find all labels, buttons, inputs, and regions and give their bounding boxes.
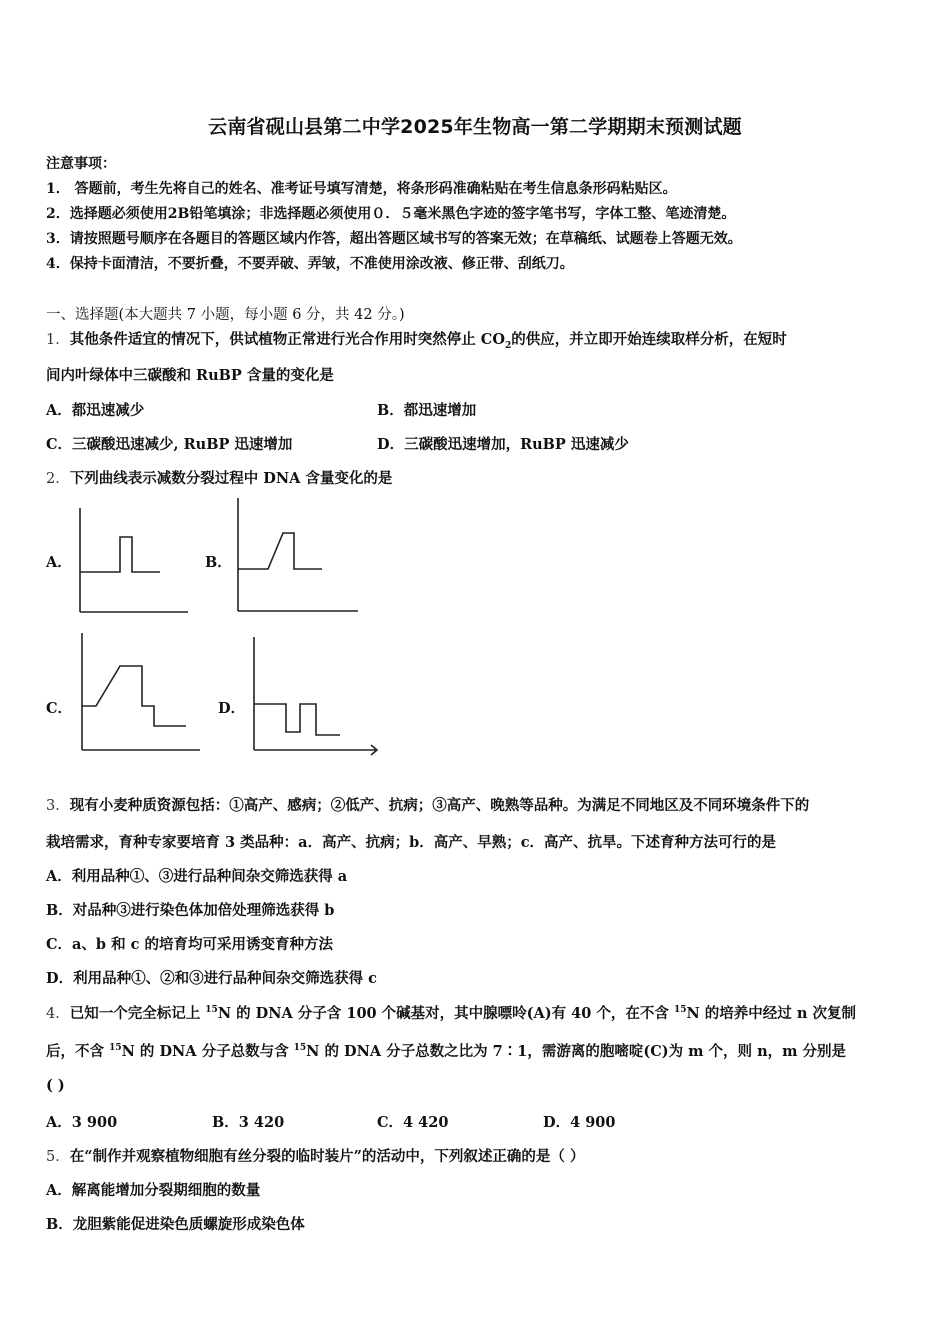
graph-d[interactable] (244, 632, 386, 754)
superscript: 15 (205, 1005, 218, 1016)
option-d[interactable]: D．三碳酸迅速增加，RuBP 迅速减少 (377, 436, 629, 453)
question-text: 后，不含 (46, 1043, 110, 1060)
question-text: 下列曲线表示减数分裂过程中 DNA 含量变化的是 (69, 470, 393, 487)
option-c[interactable]: C．4 420 (377, 1114, 449, 1131)
question-number: 5． (46, 1149, 70, 1165)
question-number: 1． (46, 332, 70, 348)
dna-curve (254, 704, 340, 735)
option-b[interactable]: B．都迅速增加 (377, 402, 477, 419)
question-4-line2 (46, 1040, 846, 1061)
question-text: 在“制作并观察植物细胞有丝分裂的临时装片”的活动中，下列叙述正确的是（ ） (69, 1148, 585, 1165)
question-3 (46, 794, 809, 815)
option-c[interactable]: C．a、b 和 c 的培育均可采用诱变育种方法 (46, 936, 334, 953)
question-text: 现有小麦种质资源包括：①高产、感病；②低产、抗病；③高产、晚熟等品种。为满足不同地区及不同环境条件下的 (69, 797, 810, 814)
question-1-line2: 间内叶绿体中三碳酸和 RuBP 含量的变化是 (46, 367, 334, 384)
graph-label-a[interactable]: A． (46, 554, 72, 571)
graph-label-b[interactable]: B． (205, 554, 232, 571)
option-a[interactable]: A．解离能增加分裂期细胞的数量 (46, 1182, 261, 1199)
option-b[interactable]: B．对品种③进行染色体加倍处理筛选获得 b (46, 902, 335, 919)
question-text: N 的 DNA 分子总数与含 (121, 1043, 294, 1060)
question-number: 2． (46, 471, 70, 487)
superscript: 15 (109, 1043, 122, 1054)
superscript: 15 (293, 1043, 307, 1054)
option-d[interactable]: D．4 900 (543, 1114, 616, 1131)
dna-curve (82, 666, 186, 726)
graph-label-d[interactable]: D． (218, 700, 246, 717)
graph-c[interactable] (72, 628, 207, 756)
notice-item: 1． 答题前，考生先将自己的姓名、准考证号填写清楚，将条形码准确粘贴在考生信息条形码粘贴区。 (46, 181, 677, 197)
answer-blank: ( ) (46, 1077, 65, 1094)
question-3-line2: 栽培需求，育种专家要培育 3 类品种：a．高产、抗病；b．高产、早熟；c．高产、抗旱。下述育种方法可行的是 (46, 834, 777, 851)
graph-a[interactable] (70, 500, 195, 620)
question-text: N 的培养中经过 n 次复制 (686, 1005, 856, 1022)
option-a[interactable]: A．都迅速减少 (46, 402, 145, 419)
notice-item: 3．请按照题号顺序在各题目的答题区域内作答，超出答题区域书写的答案无效；在草稿纸、试题卷上答题无效。 (46, 231, 742, 247)
graph-label-c[interactable]: C． (46, 700, 73, 717)
question-number: 3． (46, 798, 70, 814)
option-a[interactable]: A．3 900 (46, 1114, 118, 1131)
question-5 (46, 1145, 584, 1166)
option-b[interactable]: B．3 420 (212, 1114, 285, 1131)
question-text: N 的 DNA 分子总数之比为 7∶1，需游离的胞嘧啶(C)为 m 个，则 n，m 分别是 (306, 1043, 847, 1060)
question-number: 4． (46, 1006, 70, 1022)
superscript: 15 (673, 1005, 687, 1016)
question-text: 的供应，并立即开始连续取样分析，在短时 (511, 331, 787, 348)
notice-heading: 注意事项： (46, 156, 116, 172)
option-a[interactable]: A．利用品种①、③进行品种间杂交筛选获得 a (46, 868, 348, 885)
notice-item: 4．保持卡面清洁，不要折叠，不要弄破、弄皱，不准使用涂改液、修正带、刮纸刀。 (46, 256, 574, 272)
option-c[interactable]: C．三碳酸迅速减少, RuBP 迅速增加 (46, 436, 293, 453)
question-1 (46, 328, 787, 351)
question-text: 其他条件适宜的情况下，供试植物正常进行光合作用时突然停止 CO (69, 331, 505, 348)
question-4 (46, 1002, 856, 1023)
section-heading: 一、选择题(本大题共 7 小题，每小题 6 分，共 42 分。) (46, 307, 405, 323)
dna-curve (80, 537, 160, 572)
page-title: 云南省砚山县第二中学2025年生物高一第二学期期末预测试题 (208, 116, 742, 138)
option-b[interactable]: B．龙胆紫能促进染色质螺旋形成染色体 (46, 1216, 305, 1233)
graph-b[interactable] (228, 493, 363, 618)
question-text: 已知一个完全标记上 (69, 1005, 206, 1022)
subscript: 2 (504, 340, 512, 351)
question-text: N 的 DNA 分子含 100 个碱基对，其中腺嘌呤(A)有 40 个，在不含 (217, 1005, 674, 1022)
dna-curve (238, 533, 322, 569)
question-2 (46, 467, 392, 488)
option-d[interactable]: D．利用品种①、②和③进行品种间杂交筛选获得 c (46, 970, 377, 987)
notice-item: 2．选择题必须使用2B铅笔填涂；非选择题必须使用０．５毫米黑色字迹的签字笔书写，字体工整、笔迹清楚。 (46, 206, 736, 222)
